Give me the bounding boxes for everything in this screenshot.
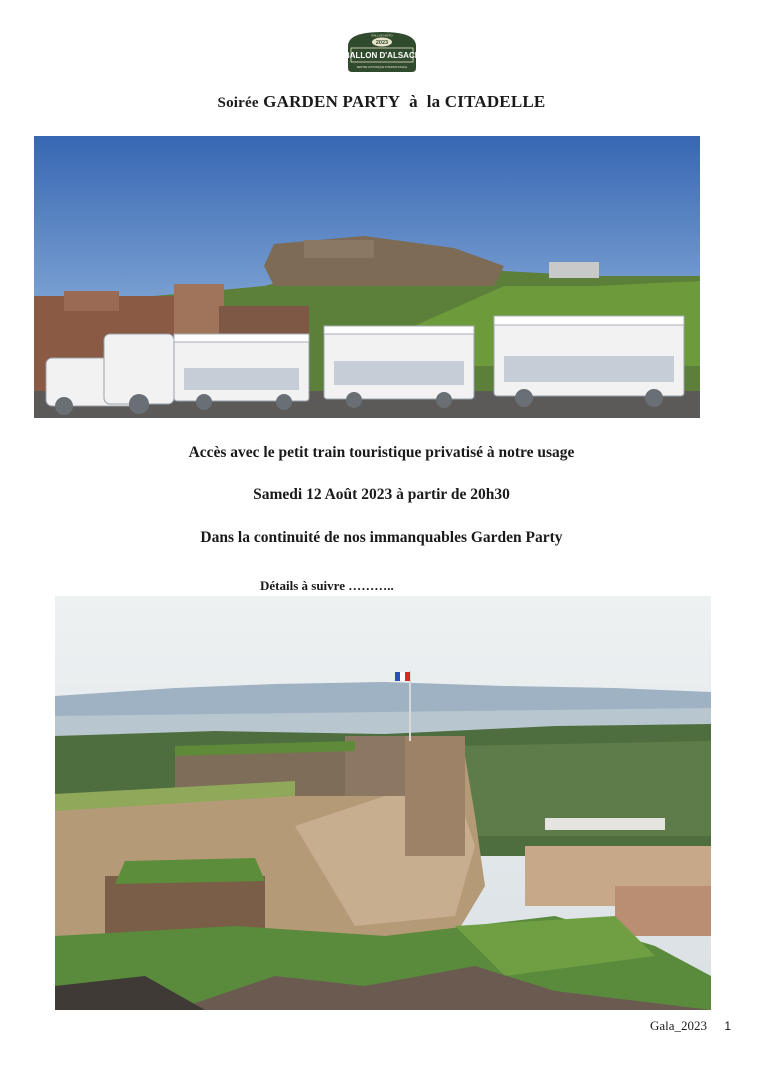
logo-main-text: BALLON D'ALSACE — [343, 51, 421, 60]
continuity-text: Dans la continuité de nos immanquables Garden Party — [200, 529, 563, 546]
train-citadel-photo — [34, 136, 700, 418]
citadel-landscape-photo — [55, 596, 711, 1010]
logo-top-text: RALLYE HISTO — [371, 33, 393, 38]
logo-sub-text: RENTRE HISTORIQUE INTERNATIONALE — [356, 66, 408, 69]
page-title: Soirée GARDEN PARTY à la CITADELLE — [217, 92, 546, 111]
details-text: Détails à suivre ……….. — [260, 578, 394, 593]
logo-year: 2023 — [375, 40, 389, 46]
footer — [650, 1018, 731, 1034]
footer-doc-label: Gala_2023 — [650, 1018, 708, 1033]
page-number: 1 — [724, 1019, 731, 1033]
ballon-dalsace-logo — [342, 28, 422, 74]
access-text: Accès avec le petit train touristique privatisé à notre usage — [188, 444, 575, 461]
date-text: Samedi 12 Août 2023 à partir de 20h30 — [253, 486, 510, 503]
